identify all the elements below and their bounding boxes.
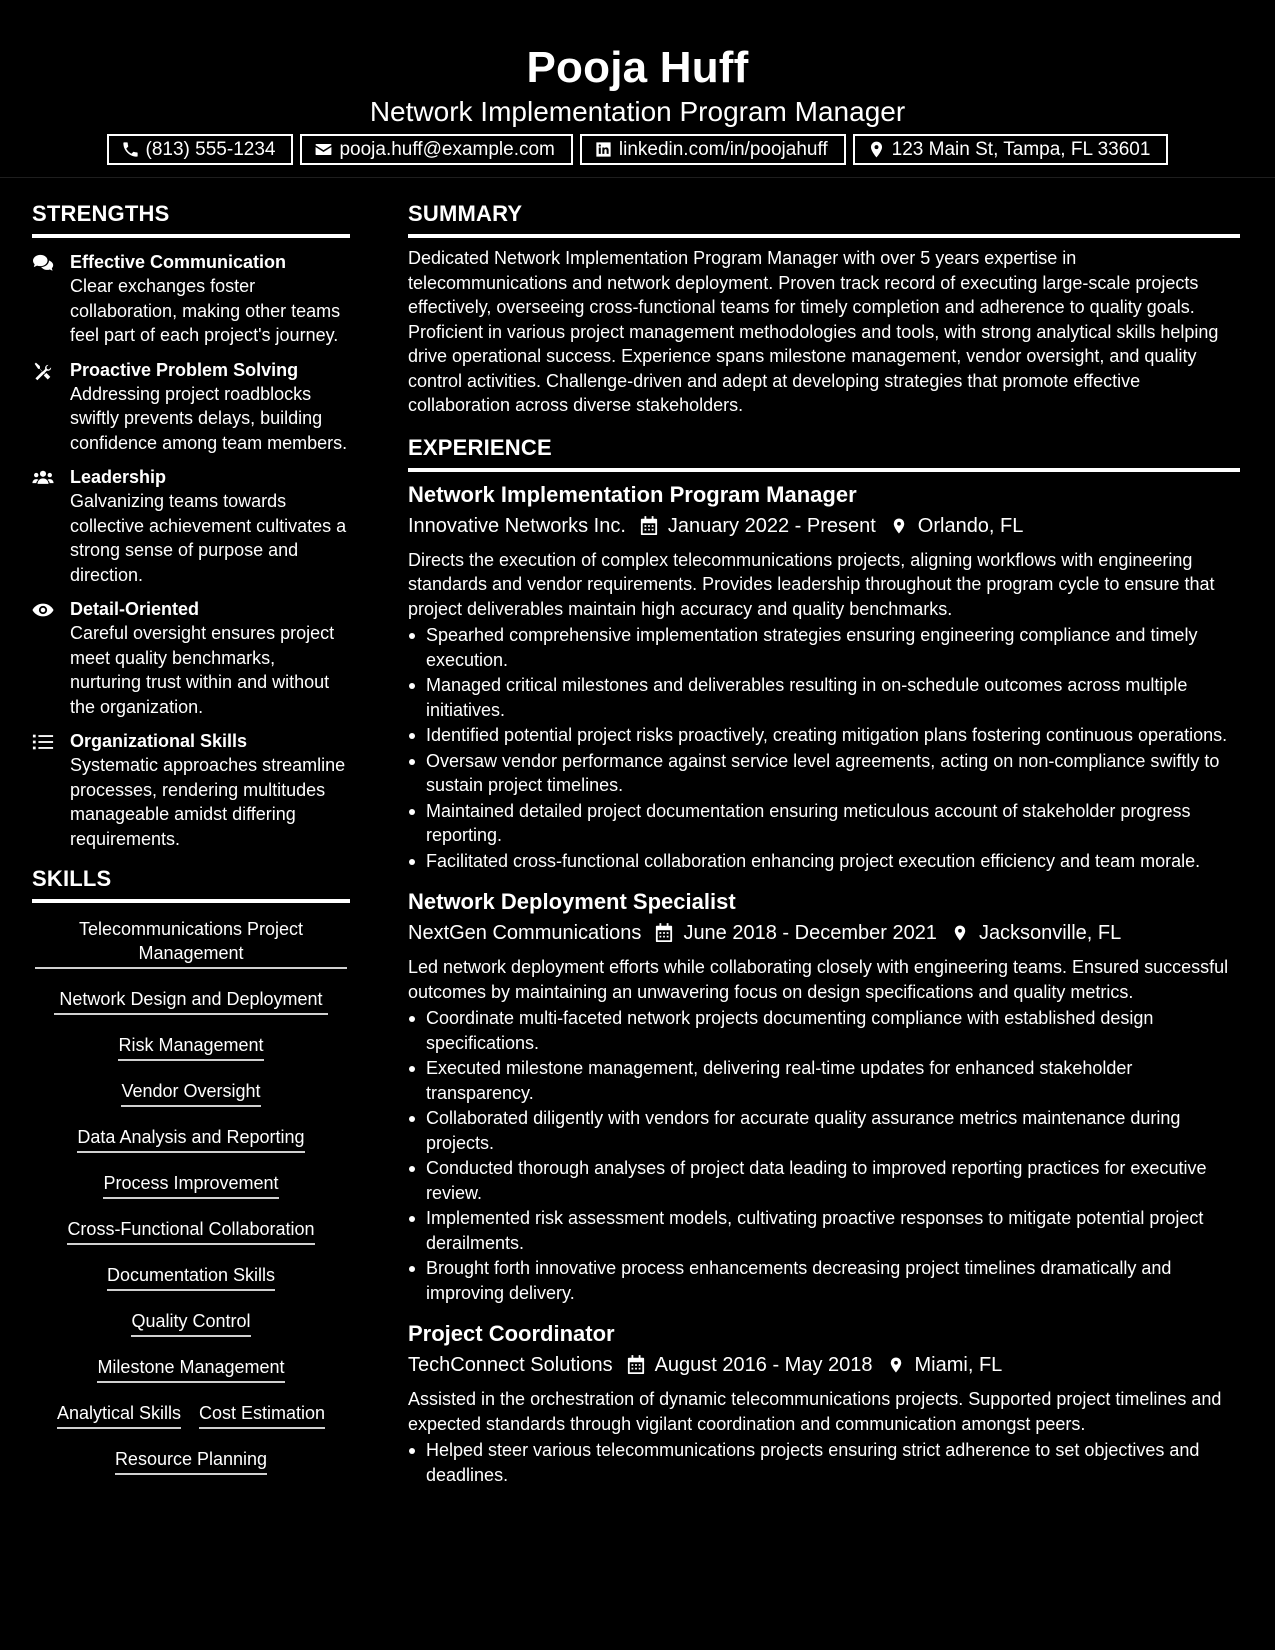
- job-description: Led network deployment efforts while collaborating closely with engineering teams. Ensured successful outcomes by maintaining an unwavering focus on design specifications and quality metrics.: [408, 957, 1229, 1002]
- job-company: NextGen Communications: [408, 922, 642, 944]
- skill-tag: Risk Management: [118, 1033, 263, 1061]
- job-title: Project Coordinator: [408, 1321, 615, 1346]
- job-bullet: Implemented risk assessment models, cultivating proactive responses to mitigate potential project derailments.: [408, 1206, 1240, 1255]
- experience-heading: EXPERIENCE: [408, 434, 1240, 472]
- job-bullet: Identified potential project risks proactively, creating mitigation plans fostering continuous operations.: [408, 723, 1240, 748]
- job-bullets: [408, 1438, 1240, 1487]
- job-dates: August 2016 - May 2018: [654, 1354, 873, 1376]
- map-pin-icon: [890, 516, 908, 536]
- strength-name: Proactive Problem Solving: [70, 359, 299, 380]
- contact-text: (813) 555-1234: [145, 138, 276, 160]
- skill-tag: Resource Planning: [115, 1447, 267, 1475]
- strength-desc: Careful oversight ensures project meet quality benchmarks, nurturing trust within and without the organization.: [70, 623, 335, 717]
- chat-bubbles-icon: [32, 253, 54, 273]
- strength-item: [32, 597, 350, 719]
- strength-item: [32, 465, 350, 587]
- summary-text: Dedicated Network Implementation Program Manager with over 5 years expertise in telecommunications and network deployment. Proven track record of executing large-scale projects effectively, overseeing cross-functional teams for timely completion and adherence to quality goals. Proficient in various project management methodologies and tools, with strong analytical skills helping drive operational success. Experience spans milestone management, vendor oversight, and quality control activities. Challenge-driven and adept at developing strategies that promote effective collaboration across diverse stakeholders.: [408, 248, 1219, 415]
- job-meta: [408, 1350, 1240, 1380]
- skill-tag: Documentation Skills: [107, 1263, 275, 1291]
- skill-tag: Data Analysis and Reporting: [77, 1125, 304, 1153]
- job-bullet: Helped steer various telecommunications projects ensuring strict adherence to set objectives and deadlines.: [408, 1438, 1240, 1487]
- candidate-name: Pooja Huff: [526, 43, 749, 92]
- skills-heading: SKILLS: [32, 865, 350, 903]
- linkedin-icon: [594, 140, 613, 159]
- skill-tag: Cross-Functional Collaboration: [67, 1217, 314, 1245]
- job-bullet: Executed milestone management, delivering real-time updates for enhanced stakeholder transparency.: [408, 1056, 1240, 1105]
- job-meta: [408, 918, 1240, 948]
- skills-section: [32, 865, 350, 1493]
- job-description: Assisted in the orchestration of dynamic telecommunications projects. Supported project timelines and expected standards through vigilant coordination and communication amongst peers.: [408, 1389, 1222, 1434]
- strength-name: Leadership: [70, 467, 167, 487]
- contact-address[interactable]: [853, 134, 1169, 165]
- strength-name: Effective Communication: [70, 252, 287, 272]
- job-company: Innovative Networks Inc.: [408, 514, 626, 537]
- contact-text: linkedin.com/in/poojahuff: [618, 138, 828, 160]
- job-bullets: [408, 1006, 1240, 1305]
- job-location: Miami, FL: [914, 1354, 1003, 1376]
- job-dates: January 2022 - Present: [667, 514, 876, 537]
- contact-bar: [0, 134, 1275, 165]
- job-bullet: Managed critical milestones and deliverables resulting in on-schedule outcomes across multiple initiatives.: [408, 673, 1240, 722]
- calendar-icon: [640, 516, 658, 536]
- contact-text: 123 Main St, Tampa, FL 33601: [891, 138, 1151, 160]
- skill-tag: Process Improvement: [103, 1171, 278, 1199]
- job-company: TechConnect Solutions: [408, 1354, 613, 1376]
- contact-phone[interactable]: [107, 134, 294, 165]
- resume-header: [0, 0, 1275, 178]
- map-pin-icon: [951, 923, 969, 943]
- summary-heading: SUMMARY: [408, 200, 1240, 238]
- strength-desc: Clear exchanges foster collaboration, making other teams feel part of each project's journey.: [70, 276, 341, 345]
- strength-item: [32, 250, 350, 348]
- job-bullet: Maintained detailed project documentation ensuring meticulous account of stakeholder progress reporting.: [408, 799, 1240, 848]
- job-dates: June 2018 - December 2021: [683, 922, 937, 944]
- strength-desc: Systematic approaches streamline processes, rendering multitudes manageable amidst differing requirements.: [70, 755, 346, 849]
- map-pin-icon: [887, 1355, 905, 1375]
- strength-item: [32, 729, 350, 851]
- job-meta: [408, 511, 1240, 541]
- strengths-heading: STRENGTHS: [32, 200, 350, 238]
- job-entry: [408, 1319, 1240, 1487]
- users-icon: [32, 468, 54, 488]
- strength-item: [32, 358, 350, 456]
- strength-name: Detail-Oriented: [70, 599, 200, 619]
- job-bullet: Collaborated diligently with vendors for accurate quality assurance metrics maintenance during projects.: [408, 1106, 1240, 1155]
- skill-tag: Vendor Oversight: [121, 1079, 260, 1107]
- calendar-icon: [655, 923, 673, 943]
- strength-desc: Addressing project roadblocks swiftly prevents delays, building confidence among team members.: [70, 383, 348, 453]
- contact-text: pooja.huff@example.com: [339, 138, 555, 160]
- skill-tag: Network Design and Deployment: [54, 987, 328, 1015]
- job-bullet: Spearhed comprehensive implementation strategies ensuring engineering compliance and timely execution.: [408, 623, 1240, 672]
- eye-icon: [32, 600, 54, 620]
- skills-list: [32, 917, 350, 1493]
- left-column: [32, 200, 350, 1493]
- skill-tag: Quality Control: [131, 1309, 250, 1337]
- job-bullet: Brought forth innovative process enhancements decreasing project timelines dramatically and improving delivery.: [408, 1256, 1240, 1305]
- job-bullets: [408, 623, 1240, 873]
- job-bullet: Oversaw vendor performance against service level agreements, acting on non-compliance swiftly to sustain project timelines.: [408, 749, 1240, 798]
- job-title: Network Deployment Specialist: [408, 889, 736, 914]
- job-location: Orlando, FL: [917, 514, 1024, 537]
- job-entry: [408, 887, 1240, 1305]
- contact-linkedin[interactable]: [580, 134, 846, 165]
- job-bullet: Coordinate multi-faceted network projects documenting compliance with established design specifications.: [408, 1006, 1240, 1055]
- right-column: [408, 200, 1240, 1501]
- job-entry: [408, 480, 1240, 874]
- phone-icon: [121, 140, 140, 159]
- candidate-title: Network Implementation Program Manager: [369, 96, 906, 127]
- job-bullet: Conducted thorough analyses of project data leading to improved reporting practices for executive review.: [408, 1156, 1240, 1205]
- contact-email[interactable]: [300, 134, 572, 165]
- calendar-icon: [627, 1355, 645, 1375]
- skill-tag: Milestone Management: [97, 1355, 284, 1383]
- job-location: Jacksonville, FL: [978, 922, 1122, 944]
- tools-icon: [32, 361, 54, 381]
- skill-tag: Telecommunications Project Management: [35, 917, 347, 969]
- skill-tag: Analytical Skills: [57, 1401, 181, 1429]
- job-bullet: Facilitated cross-functional collaboration enhancing project execution efficiency and team morale.: [408, 849, 1240, 874]
- skill-tag: Cost Estimation: [199, 1401, 325, 1429]
- map-pin-icon: [867, 140, 886, 159]
- strengths-list: [32, 250, 350, 851]
- strength-desc: Galvanizing teams towards collective achievement cultivates a strong sense of purpose and direction.: [70, 491, 347, 585]
- list-icon: [32, 732, 54, 752]
- experience-section: [408, 434, 1240, 1488]
- envelope-icon: [314, 140, 333, 159]
- job-description: Directs the execution of complex telecommunications projects, aligning workflows with engineering standards and vendor requirements. Provides leadership throughout the program cycle to ensure that project deliverables maintain high accuracy and quality benchmarks.: [408, 549, 1215, 619]
- strength-name: Organizational Skills: [70, 731, 248, 751]
- job-title: Network Implementation Program Manager: [408, 481, 857, 507]
